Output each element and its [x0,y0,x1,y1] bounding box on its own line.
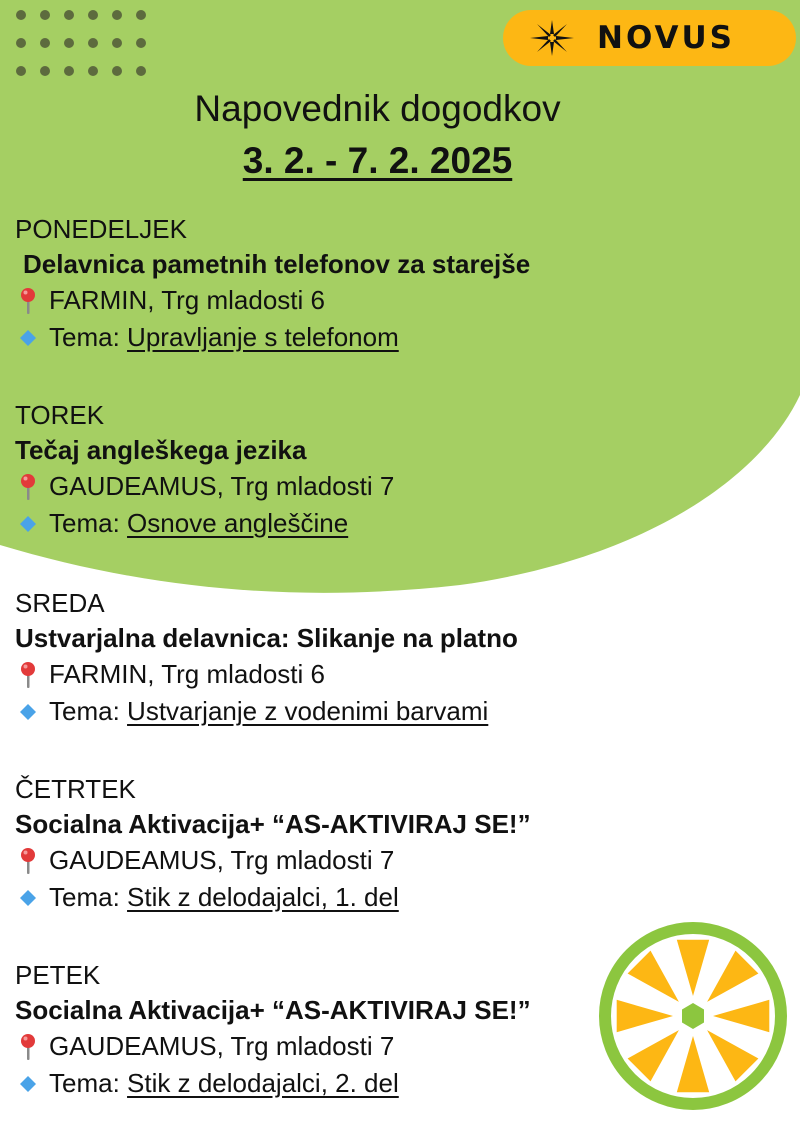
event-topic-row [15,693,655,730]
event-day: PONEDELJEK [15,214,187,244]
diamond-icon [15,885,41,911]
event-name: Ustvarjalna delavnica: Slikanje na platno [15,623,518,653]
event-location: GAUDEAMUS, Trg mladosti 7 [49,1031,395,1061]
event-topic-link[interactable]: Osnove angleščine [127,508,349,538]
event-topic-link[interactable]: Stik z delodajalci, 1. del [127,882,399,912]
page-title: Napovednik dogodkov [194,88,561,129]
date-range: 3. 2. - 7. 2. 2025 [242,140,513,181]
novus-logo [503,10,796,66]
topic-label: Tema: [49,322,120,352]
event-topic-row [15,879,655,916]
event-monday [15,212,655,356]
topic-label: Tema: [49,1068,120,1098]
event-topic-link[interactable]: Stik z delodajalci, 2. del [127,1068,399,1098]
event-thursday [15,772,655,916]
event-name: Delavnica pametnih telefonov za starejše [23,249,531,279]
event-day: TOREK [15,400,105,430]
event-location-row [15,468,655,505]
diamond-icon [15,325,41,351]
event-topic-row [15,505,655,542]
pin-icon [15,660,41,690]
logo-wordmark: NOVUS [597,20,735,56]
event-topic-link[interactable]: Ustvarjanje z vodenimi barvami [127,696,489,726]
event-location: GAUDEAMUS, Trg mladosti 7 [49,845,395,875]
event-day: PETEK [15,960,101,990]
event-day: SREDA [15,588,105,618]
event-topic-row [15,1065,655,1102]
event-tuesday [15,398,655,542]
event-name: Tečaj angleškega jezika [15,435,307,465]
pin-icon [15,846,41,876]
diamond-icon [15,511,41,537]
pin-icon [15,286,41,316]
topic-label: Tema: [49,882,120,912]
sun-logo-icon [527,19,577,57]
wheel-icon [598,921,788,1111]
topic-label: Tema: [49,696,120,726]
event-name: Socialna Aktivacija+ “AS-AKTIVIRAJ SE!” [15,809,531,839]
event-location: GAUDEAMUS, Trg mladosti 7 [49,471,395,501]
event-topic-row [15,319,655,356]
event-location-row [15,1028,655,1065]
event-location-row [15,282,655,319]
diamond-icon [15,699,41,725]
topic-label: Tema: [49,508,120,538]
event-friday [15,958,655,1102]
event-location-row [15,842,655,879]
event-wednesday [15,586,655,730]
pin-icon [15,472,41,502]
diamond-icon [15,1071,41,1097]
event-location: FARMIN, Trg mladosti 6 [49,659,325,689]
event-location-row [15,656,655,693]
event-topic-link[interactable]: Upravljanje s telefonom [127,322,399,352]
event-location: FARMIN, Trg mladosti 6 [49,285,325,315]
event-day: ČETRTEK [15,774,136,804]
event-name: Socialna Aktivacija+ “AS-AKTIVIRAJ SE!” [15,995,531,1025]
pin-icon [15,1032,41,1062]
